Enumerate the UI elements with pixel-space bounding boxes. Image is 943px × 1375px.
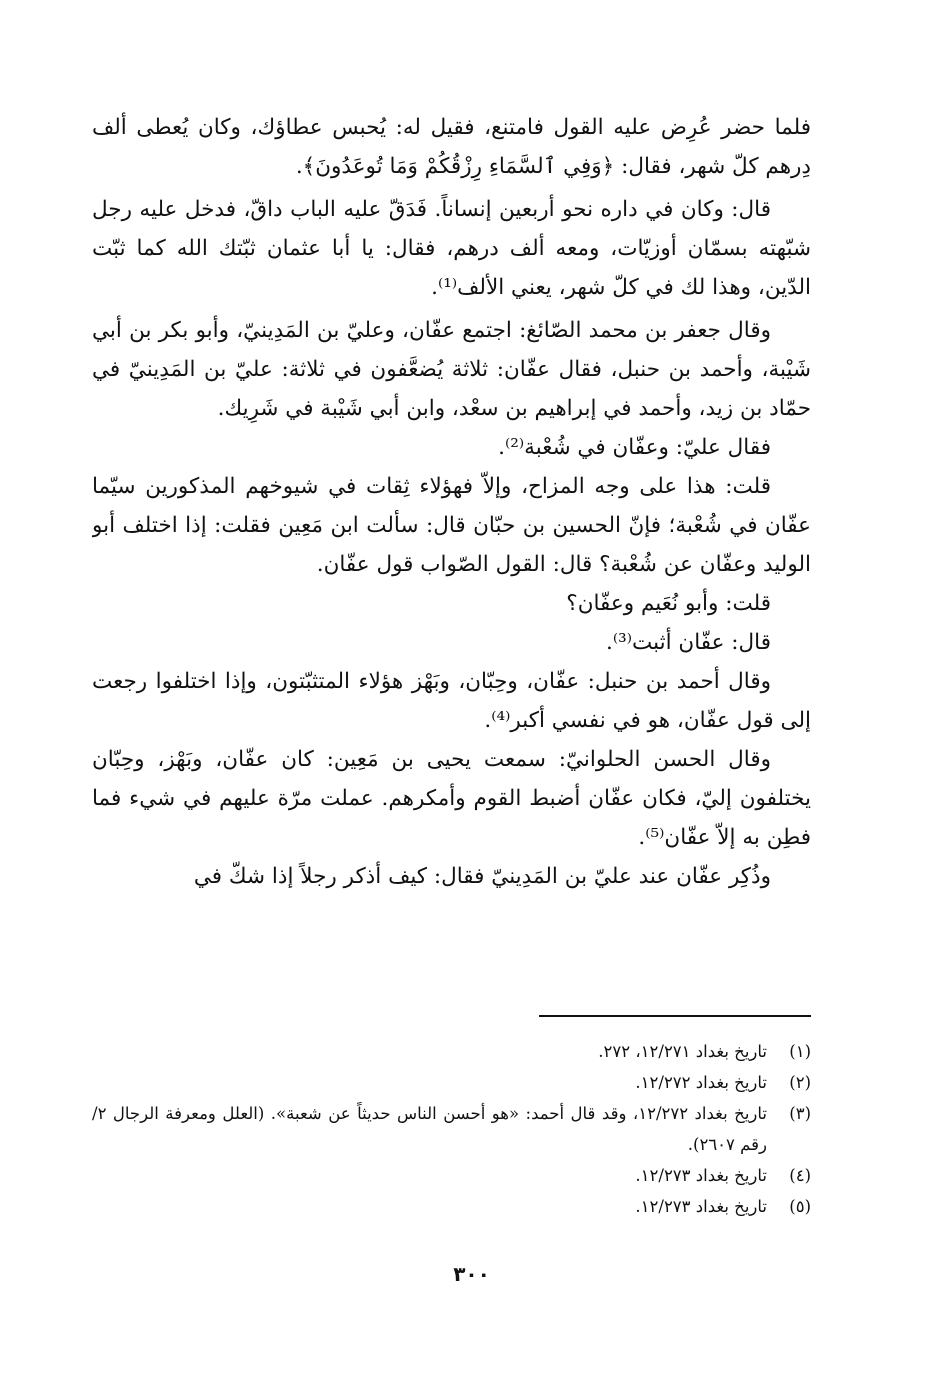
paragraph: قلت: وأبو نُعَيم وعفّان؟ <box>566 591 771 616</box>
paragraph: وذُكِر عفّان عند عليّ بن المَدِينيّ فقال: كيف أذكر رجلاً إذا شكّ في <box>193 864 771 889</box>
paragraph: فقال عليّ: وعفّان في شُعْبة⁽²⁾. <box>498 435 771 460</box>
footnote-text: تاريخ بغداد ١٢/٢٧٣. <box>635 1197 767 1216</box>
footnote <box>92 1067 811 1098</box>
paragraph: وقال جعفر بن محمد الصّائغ: اجتمع عفّان، وعليّ بن المَدِينيّ، وأبو بكر بن أبي شَيْبة، وأحمد بن حنبل، فقال عفّان: ثلاثة يُضعَّفون في ثلاثة: عليّ بن المَدِينيّ في حمّاد بن زيد، وأحمد في إبراهيم بن سعْد، وابن أبي شَيْبة في شَرِيك. <box>92 318 811 421</box>
footnote-number: (١) <box>789 1042 811 1061</box>
footnote-number: (٢) <box>789 1073 811 1092</box>
footnote <box>92 1191 811 1222</box>
footnote <box>92 1160 811 1191</box>
footnote-number: (٤) <box>789 1166 811 1185</box>
footnote-text: تاريخ بغداد ١٢/٢٧٢. <box>635 1073 767 1092</box>
footnote-number: (٣) <box>789 1104 811 1123</box>
footnote <box>92 1098 811 1160</box>
footnotes <box>92 1036 811 1222</box>
footnote-text: تاريخ بغداد ١٢/٢٧٢، وقد قال أحمد: «هو أحسن الناس حديثاً عن شعبة». (العلل ومعرفة الرجال ٢/رقم ٢٦٠٧). <box>92 1104 767 1154</box>
footnote <box>92 1036 811 1067</box>
paragraph: فلما حضر عُرِض عليه القول فامتنع، فقيل له: يُحبس عطاؤك، وكان يُعطى ألف دِرهم كلّ شهر، فقال: ﴿وَفِي ٱلسَّمَاءِ رِزْقُكُمْ وَمَا تُوعَدُونَ﴾. <box>92 115 811 179</box>
footnote-text: تاريخ بغداد ١٢/٢٧١، ٢٧٢. <box>598 1042 767 1061</box>
paragraph: قال: وكان في داره نحو أربعين إنساناً. فَدَقّ عليه الباب داقّ، فدخل عليه رجل شبّهته بسمّان أوزيّات، ومعه ألف درهم، فقال: يا أبا عثمان ثبّتك الله كما ثبّت الدّين، وهذا لك في كلّ شهر، يعني الألف⁽¹⁾. <box>92 197 811 300</box>
paragraph: قلت: هذا على وجه المزاح، وإلاّ فهؤلاء ثِقات في شيوخهم المذكورين سيّما عفّان في شُعْبة؛ فإنّ الحسين بن حبّان قال: سألت ابن مَعِين فقلت: إذا اختلف أبو الوليد وعفّان عن شُعْبة؟ قال: القول الصّواب قول عفّان. <box>92 474 811 577</box>
page-number: ٣٠٠ <box>453 1262 490 1286</box>
paragraph: وقال أحمد بن حنبل: عفّان، وحِبّان، وبَهْز هؤلاء المتثبّتون، وإذا اختلفوا رجعت إلى قول عفّان، هو في نفسي أكبر⁽⁴⁾. <box>92 669 811 733</box>
footnote-text: تاريخ بغداد ١٢/٢٧٣. <box>635 1166 767 1185</box>
main-text <box>92 108 811 1003</box>
paragraph: وقال الحسن الحلوانيّ: سمعت يحيى بن مَعِين: كان عفّان، وبَهْز، وحِبّان يختلفون إليّ، فكان عفّان أضبط القوم وأمكرهم. عملت مرّة عليهم في شيء فما فطِن به إلاّ عفّان⁽⁵⁾. <box>92 747 811 850</box>
paragraph: قال: عفّان أثبت⁽³⁾. <box>606 630 771 655</box>
footnote-number: (٥) <box>789 1197 811 1216</box>
footnote-divider <box>539 1015 811 1017</box>
